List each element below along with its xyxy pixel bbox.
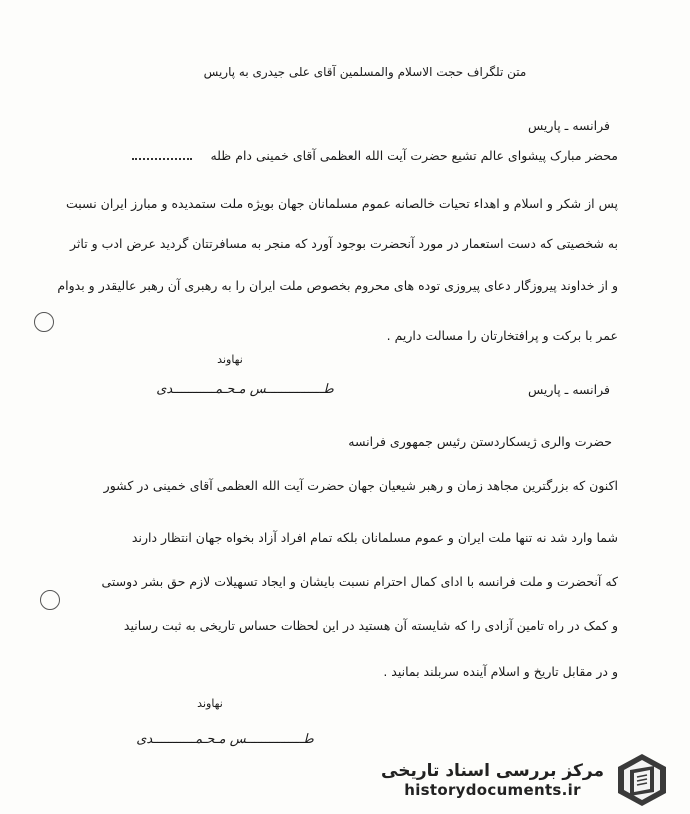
- paragraph2-line-5: و در مقابل تاریخ و اسلام آینده سربلند بمانید .: [383, 664, 618, 679]
- paragraph1-line-2: پس از شکر و اسلام و اهداء تحیات خالصانه عموم مسلمانان جهان بویژه ملت ستمدیده و مبارز ایران نسبت: [66, 196, 618, 211]
- paragraph2-line-2: شما وارد شد نه تنها ملت ایران و عموم مسلمانان بلکه تمام افراد آزاد بخواه جهان انتظار دارند: [131, 530, 618, 545]
- archive-logo-icon: [614, 752, 670, 808]
- paragraph2-line-4: و کمک در راه تامین آزادی را که شایسته آن هستید در این لحظات حساس تاریخی به ثبت رسانید: [123, 618, 618, 633]
- punch-hole-top: [34, 312, 54, 332]
- paragraph1-line-5: عمر با برکت و پرافتخارتان را مسالت داریم .: [386, 328, 618, 343]
- footer-watermark: [381, 752, 670, 808]
- header-france-paris-2: فرانسه ـ پاریس: [527, 382, 610, 397]
- paragraph2-line-3: که آنحضرت و ملت فرانسه با ادای کمال احترام نسبت بایشان و ایجاد تسهیلات لازم حق بشر دوستی: [101, 574, 618, 589]
- salutation-line: محضر مبارک پیشوای عالم تشیع حضرت آیت الله العظمی آقای خمینی دام ظله: [210, 148, 618, 163]
- signature-2: طـــــــــــــــس مـحـمـــــــــــدی: [136, 732, 314, 747]
- paragraph2-line-1: اکنون که بزرگترین مجاهد زمان و رهبر شیعیان جهان حضرت آیت الله العظمی آقای خمینی در کشور: [103, 478, 618, 493]
- paragraph1-line-3: به شخصیتی که دست استعمار در مورد آنحضرت بوجود آورد که منجر به مسافرتتان گردید عرض ادب و تاثر: [70, 236, 618, 251]
- paragraph1-line-4: و از خداوند پیروزگار دعای پیروزی توده های محروم بخصوص ملت ایران را به رهبری آن رهبر عالیقدر و بدوام: [57, 278, 618, 293]
- signature-1: طـــــــــــــــس مـحـمـــــــــــدی: [156, 382, 334, 397]
- punch-hole-bottom: [40, 590, 60, 610]
- footer-url[interactable]: historydocuments.ir: [404, 781, 581, 799]
- footer-text: [381, 761, 604, 799]
- header-france-paris-1: فرانسه ـ پاریس: [527, 118, 610, 133]
- addressee-line: حضرت والری ژیسکاردستن رئیس جمهوری فرانسه: [348, 434, 612, 449]
- dotted-line: [132, 158, 192, 160]
- place-nahavand-2: نهاوند: [197, 697, 223, 710]
- document-title: متن تلگراف حجت الاسلام والمسلمین آقای علی جیدری به پاریس: [203, 65, 527, 79]
- footer-org-name: مرکز بررسی اسناد تاریخی: [381, 761, 604, 781]
- place-nahavand-1: نهاوند: [217, 353, 243, 366]
